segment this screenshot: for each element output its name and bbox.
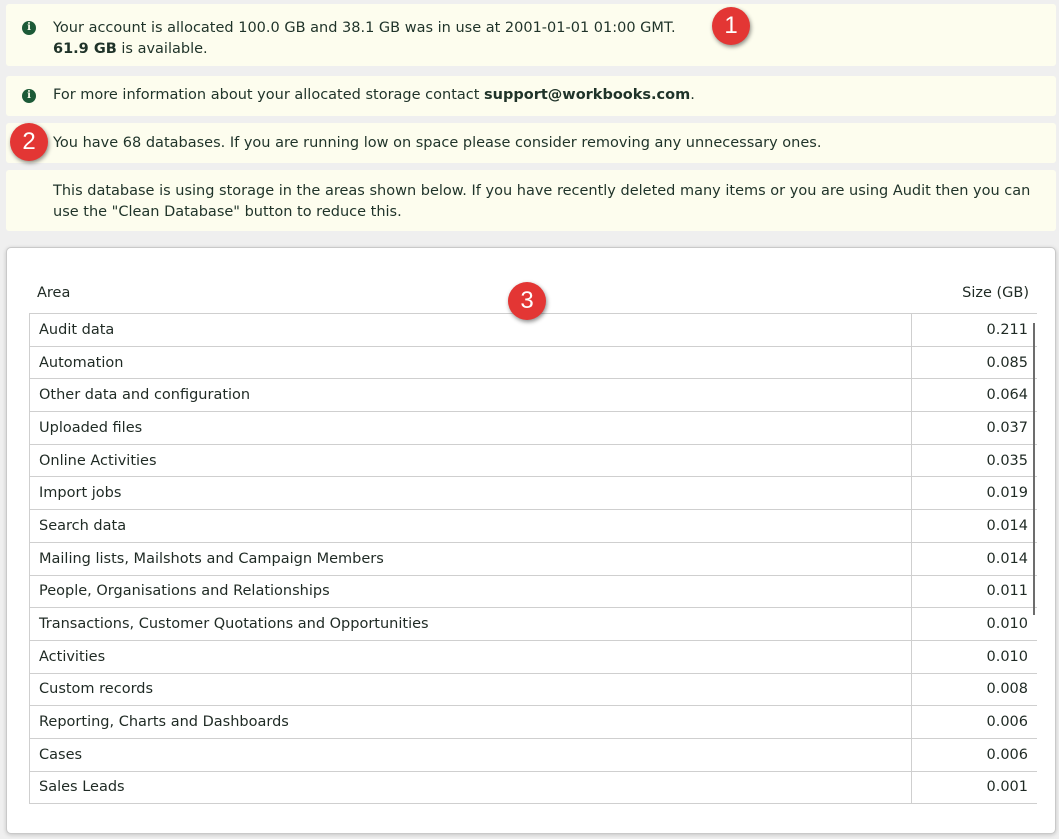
size-cell: 0.085 [912,346,1038,379]
area-cell: Audit data [30,314,912,347]
area-cell: Import jobs [30,477,912,510]
area-cell: Reporting, Charts and Dashboards [30,706,912,739]
table-row [30,477,1038,510]
table-row [30,673,1038,706]
size-cell: 0.006 [912,706,1038,739]
annotation-marker-1: 1 [712,7,750,45]
available-amount: 61.9 GB [53,41,117,57]
available-label: is available. [116,41,208,57]
storage-table-scroll[interactable] [29,313,1037,806]
table-row [30,510,1038,543]
table-row [30,542,1038,575]
support-email: support@workbooks.com [484,87,691,103]
area-cell: Other data and configuration [30,379,912,412]
area-cell: Mailing lists, Mailshots and Campaign Members [30,542,912,575]
size-cell: 0.008 [912,673,1038,706]
storage-table [29,313,1037,804]
annotation-marker-2: 2 [10,123,48,161]
table-row [30,738,1038,771]
size-cell: 0.037 [912,412,1038,445]
area-cell: Search data [30,510,912,543]
area-cell: Uploaded files [30,412,912,445]
area-cell: Sales Leads [30,771,912,804]
allocation-banner [6,4,1056,66]
area-cell: Automation [30,346,912,379]
table-row [30,771,1038,804]
contact-banner [6,76,1056,116]
area-cell: Online Activities [30,444,912,477]
size-cell: 0.010 [912,640,1038,673]
databases-banner [6,123,1056,163]
table-row [30,706,1038,739]
table-row [30,575,1038,608]
contact-text [53,85,1036,106]
table-scrollbar[interactable] [1033,323,1035,615]
storage-info-text: This database is using storage in the areas shown below. If you have recently deleted many items or you are using Audit then you can use the "Clean Database" button to reduce this. [53,183,1031,220]
storage-table-body [30,314,1038,804]
table-row [30,379,1038,412]
info-icon: i [22,89,36,103]
size-cell: 0.035 [912,444,1038,477]
size-cell: 0.014 [912,510,1038,543]
size-column-header: Size (GB) [962,285,1029,301]
storage-info-banner [6,170,1056,231]
size-cell: 0.010 [912,608,1038,641]
size-cell: 0.011 [912,575,1038,608]
contact-suffix: . [690,87,695,103]
area-cell: People, Organisations and Relationships [30,575,912,608]
table-row [30,640,1038,673]
annotation-marker-3: 3 [508,282,546,320]
area-cell: Custom records [30,673,912,706]
area-cell: Transactions, Customer Quotations and Opportunities [30,608,912,641]
storage-table-card [6,247,1056,834]
area-column-header: Area [37,285,71,301]
databases-text: You have 68 databases. If you are running low on space please consider removing any unnecessary ones. [53,135,822,151]
allocation-line: Your account is allocated 100.0 GB and 38.1 GB was in use at 2001-01-01 01:00 GMT. [53,20,676,36]
info-icon: i [22,21,36,35]
size-cell: 0.001 [912,771,1038,804]
allocation-text [53,18,1036,60]
size-cell: 0.064 [912,379,1038,412]
table-row [30,346,1038,379]
size-cell: 0.014 [912,542,1038,575]
table-row [30,412,1038,445]
size-cell: 0.019 [912,477,1038,510]
size-cell: 0.211 [912,314,1038,347]
contact-prefix: For more information about your allocated storage contact [53,87,485,103]
area-cell: Cases [30,738,912,771]
area-cell: Activities [30,640,912,673]
size-cell: 0.006 [912,738,1038,771]
table-row [30,608,1038,641]
table-row [30,444,1038,477]
